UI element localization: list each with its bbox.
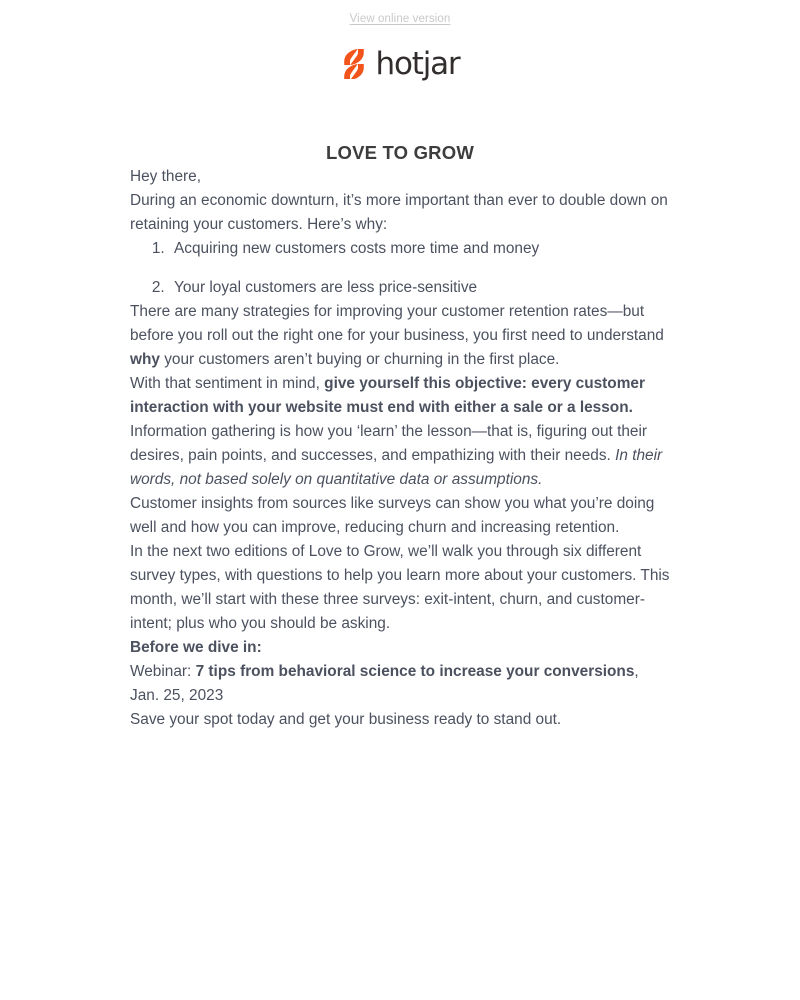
next-editions-paragraph: In the next two editions of Love to Grow, we’ll walk you through six different survey types, with questions to help you learn more about your customers. This month, we’ll start with these three surveys: exit-intent, churn, and customer-intent; plus who you should be asking. [130,542,670,632]
objective-emphasis: give yourself this objective: every customer interaction with your website must end with either a sale or a lesson. [130,374,645,416]
list-item: 1. Acquiring new customers costs more time and money [169,237,670,261]
strategies-text-part2: your customers aren’t buying or churning in the first place. [159,350,560,368]
webinar-date: , Jan. 25, 2023 [130,662,639,704]
information-gathering-text: Information gathering is how you ‘learn’ the lesson—that is, figuring out their desires, pain points, and successes, and empathizing with their needs. [130,422,648,464]
information-gathering-italic: In their words, not based solely on quantitative data or assumptions. [130,446,663,488]
customer-insights-paragraph: Customer insights from sources like surveys can show you what you’re doing well and how you can improve, reducing churn and increasing retention. [130,494,655,536]
strategies-emphasis-why: why [130,350,160,368]
preheader [0,0,800,29]
hotjar-logo[interactable] [341,46,460,82]
brand-header [0,29,800,84]
intro-paragraph: During an economic downturn, it’s more important than ever to double down on retaining your customers. Here’s why: [130,191,668,233]
view-online-version-link[interactable]: View online version [349,13,451,25]
page-title: LOVE TO GROW [325,141,474,163]
reasons-list [130,237,670,300]
newsletter-content [130,165,670,732]
webinar-title: 7 tips from behavioral science to increase your conversions [195,662,635,680]
objective-paragraph [130,372,670,420]
hotjar-wave-mark-icon [341,49,367,79]
webinar-label: Webinar: [130,662,196,680]
objective-text-lead: With that sentiment in mind, [130,374,325,392]
webinar-paragraph [130,660,670,708]
closing-paragraph: Save your spot today and get your business ready to stand out. [130,710,562,728]
greeting-text: Hey there, [130,167,202,185]
information-gathering-paragraph [130,420,670,492]
before-we-dive-in-heading [130,636,670,660]
hotjar-wordmark: hotjar [375,46,460,82]
list-item: 2. Your loyal customers are less price-sensitive [169,276,670,300]
strategies-paragraph [130,300,670,372]
before-we-dive-in-label: Before we dive in: [130,638,262,656]
strategies-text-part1: There are many strategies for improving your customer retention rates—but before you roll out the right one for your business, you first need to understand [130,302,664,344]
